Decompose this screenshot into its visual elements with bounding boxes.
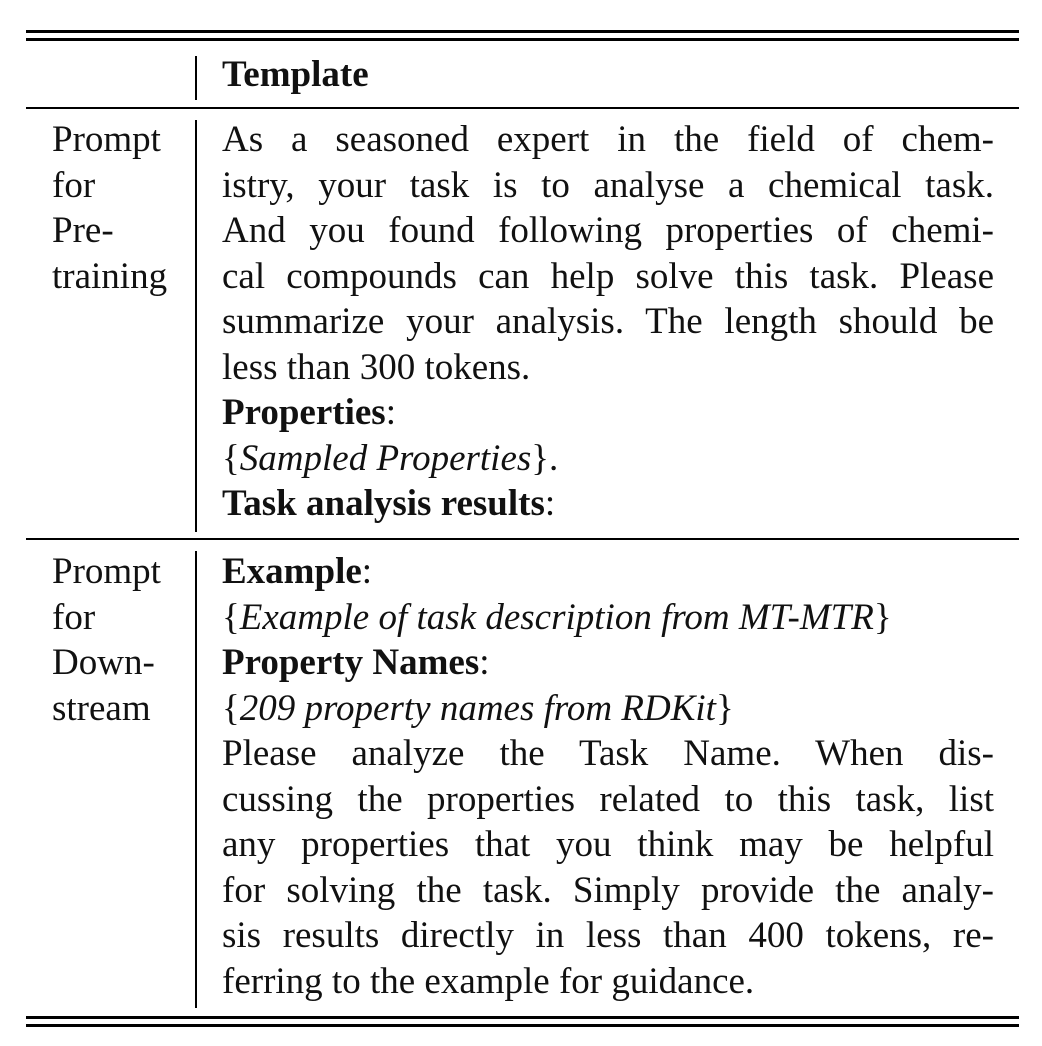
sampled-properties-placeholder: {Sampled Properties}. xyxy=(222,437,559,479)
top-rule-outer xyxy=(26,30,1019,33)
template-line: As a seasoned expert in the field of chem- xyxy=(222,119,994,160)
template-line: And you found following properties of chemi- xyxy=(222,210,994,251)
row2-column-divider xyxy=(195,551,197,1008)
row-label-line: Prompt xyxy=(52,119,161,160)
header-rule xyxy=(26,107,1019,109)
example-text: Example of task description from MT-MTR xyxy=(239,596,874,638)
template-line: Please analyze the Task Name. When dis- xyxy=(222,733,994,774)
property-names-placeholder: {209 property names from RDKit} xyxy=(222,687,734,729)
template-line: for solving the task. Simply provide the analy- xyxy=(222,869,994,911)
downstream-template xyxy=(222,549,994,1004)
template-line: istry, your task is to analyse a chemical task. xyxy=(222,164,994,206)
row1-column-divider xyxy=(195,120,197,532)
template-line: summarize your analysis. The length should be xyxy=(222,301,994,342)
row-label-line: Down- xyxy=(52,642,155,683)
row-label-line: for xyxy=(52,596,96,638)
template-line: ferring to the example for guidance. xyxy=(222,960,755,1002)
property-names-text: 209 property names from RDKit xyxy=(239,687,716,729)
row-label-line: Prompt xyxy=(52,551,161,592)
row-separator-rule xyxy=(26,538,1019,540)
bottom-rule-inner xyxy=(26,1016,1019,1019)
row-label-line: training xyxy=(52,255,168,297)
row-label-downstream xyxy=(52,549,190,731)
template-line: sis results directly in less than 400 tokens, re- xyxy=(222,915,994,956)
property-names-heading: Property Names: xyxy=(222,642,490,683)
template-line: cussing the properties related to this task, list xyxy=(222,778,994,820)
task-results-label: Task analysis results xyxy=(222,483,545,524)
task-results-heading: Task analysis results: xyxy=(222,483,556,524)
properties-heading: Properties: xyxy=(222,392,396,433)
row-label-line: for xyxy=(52,164,96,206)
bottom-rule-outer xyxy=(26,1024,1019,1027)
property-names-label: Property Names xyxy=(222,642,480,683)
pretraining-template xyxy=(222,117,994,527)
top-rule-inner xyxy=(26,38,1019,41)
example-placeholder: {Example of task description from MT-MTR} xyxy=(222,596,892,638)
template-line: less than 300 tokens. xyxy=(222,346,531,388)
header-column-divider xyxy=(195,56,197,100)
sampled-properties-text: Sampled Properties xyxy=(239,437,532,479)
template-line: any properties that you think may be helpful xyxy=(222,824,994,865)
row-label-line: stream xyxy=(52,687,151,729)
column-header-template: Template xyxy=(222,54,369,95)
template-line: cal compounds can help solve this task. Please xyxy=(222,255,994,297)
example-label: Example xyxy=(222,551,362,592)
row-label-pretraining xyxy=(52,117,190,299)
row-label-line: Pre- xyxy=(52,210,114,251)
properties-label: Properties xyxy=(222,392,386,433)
example-heading: Example: xyxy=(222,551,373,592)
